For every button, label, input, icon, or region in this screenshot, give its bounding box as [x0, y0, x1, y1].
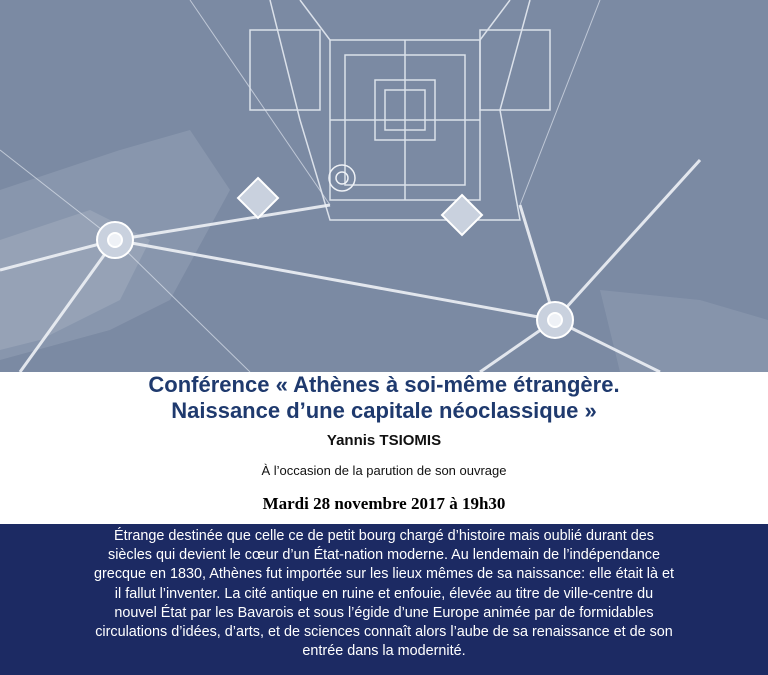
conference-title [0, 372, 768, 424]
conference-title-line1: Conférence « Athènes à soi-même étrangère. [148, 372, 620, 397]
description-line: siècles qui devient le cœur d’un État-nation moderne. Au lendemain de l’indépendance [108, 547, 660, 564]
conference-title-line2: Naissance d’une capitale néoclassique » [171, 398, 597, 423]
description-line: il fallut l’inventer. La cité antique en ruine et enfouie, élevée au titre de ville-centre du [114, 585, 654, 602]
description-line: circulations d’idées, d’arts, et de sciences connaît alors l’aube de sa renaissance et de son [95, 624, 673, 641]
description-line: Étrange destinée que celle ce de petit bourg chargé d’histoire mais oublié durant des [114, 528, 654, 544]
event-date: Mardi 28 novembre 2017 à 19h30 [262, 494, 506, 513]
author-name: Yannis TSIOMIS [326, 432, 442, 449]
description-line: nouvel État par les Bavarois et sous l’égide d’une Europe animée par de formidables [114, 604, 654, 621]
description-block [0, 524, 768, 675]
description-line: entrée dans la modernité. [302, 643, 466, 660]
description-line: grecque en 1830, Athènes fut importée sur les lieux mêmes de sa naissance: elle était là et [94, 566, 674, 583]
occasion-text: À l’occasion de la parution de son ouvrage [261, 463, 507, 478]
